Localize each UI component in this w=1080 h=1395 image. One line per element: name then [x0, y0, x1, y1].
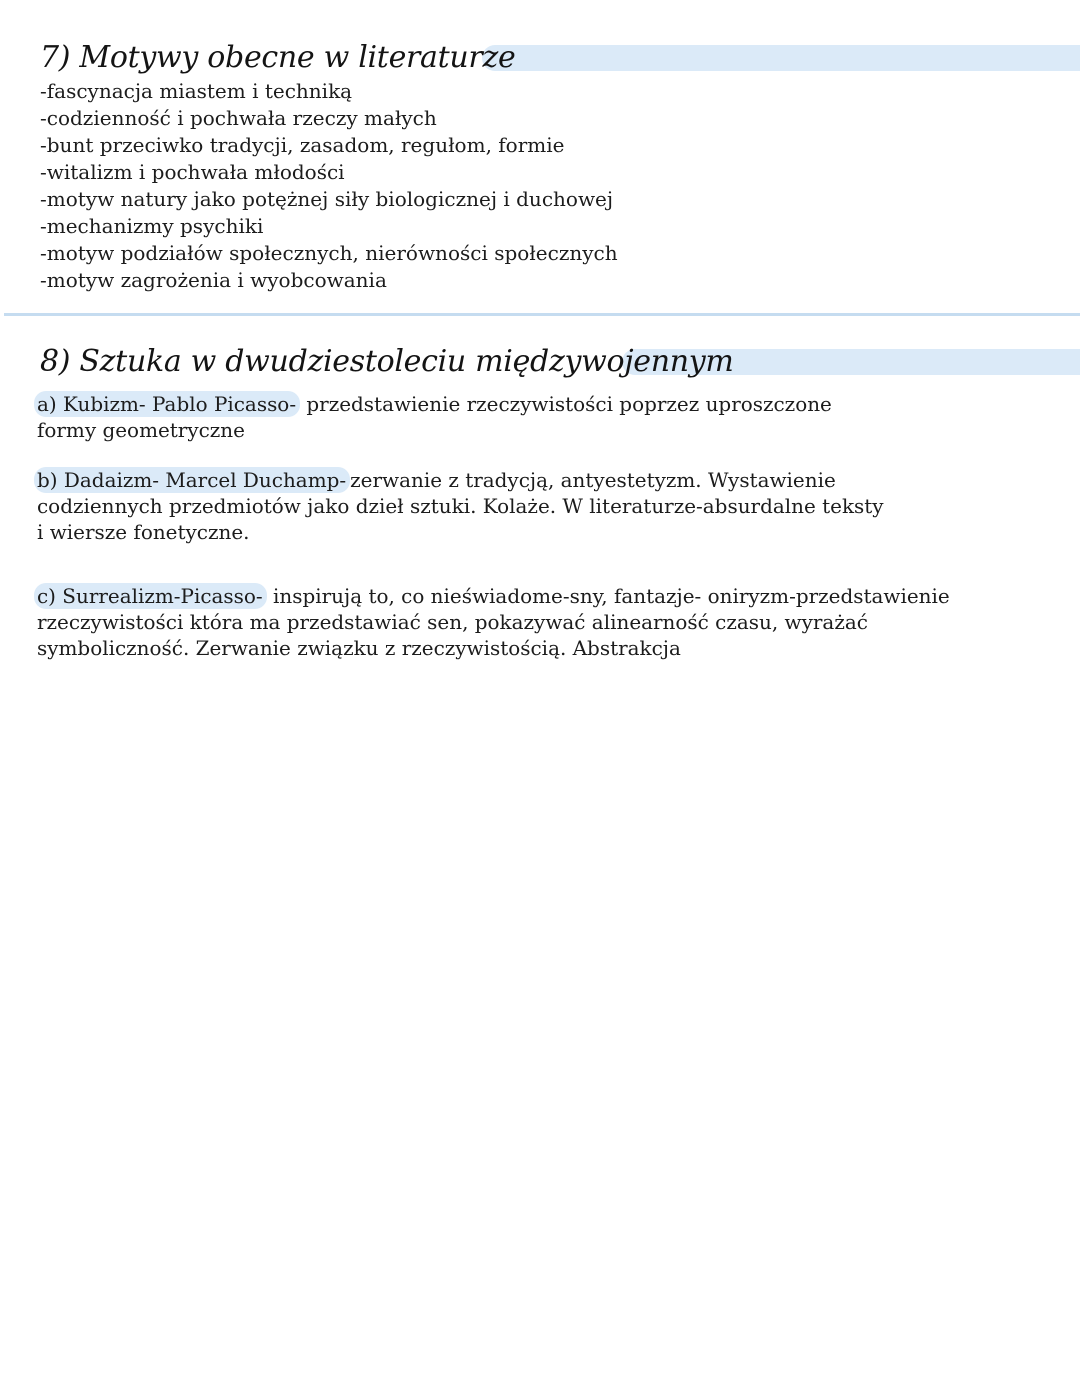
list-item: -fascynacja miastem i techniką: [40, 79, 353, 103]
motifs-list: [40, 78, 618, 294]
entry-line: symboliczność. Zerwanie związku z rzeczywistością. Abstrakcja: [37, 636, 681, 660]
entry-line: [37, 467, 1077, 493]
entry-surrealism: [37, 583, 1077, 661]
entry-line: i wiersze fonetyczne.: [37, 520, 250, 544]
entry-text: zerwanie z tradycją, antyestetyzm. Wystawienie: [350, 468, 836, 492]
list-item: -motyw natury jako potężnej siły biologicznej i duchowej: [40, 187, 614, 211]
list-item: -codzienność i pochwała rzeczy małych: [40, 106, 437, 130]
section-7-heading: 7) Motywy obecne w literaturze: [40, 40, 516, 75]
heading-highlight-bar: [482, 45, 1080, 71]
entry-line: [37, 391, 1077, 417]
term-highlight: a) Kubizm- Pablo Picasso-: [34, 391, 300, 417]
list-item: -motyw podziałów społecznych, nierówności społecznych: [40, 241, 618, 265]
list-item: -motyw zagrożenia i wyobcowania: [40, 268, 387, 292]
entry-line: formy geometryczne: [37, 418, 245, 442]
entry-line: codziennych przedmiotów jako dzieł sztuki. Kolaże. W literaturze-absurdalne teksty: [37, 494, 884, 518]
entry-text: inspirują to, co nieświadome-sny, fantazje- oniryzm-przedstawienie: [266, 584, 950, 608]
entry-line: rzeczywistości która ma przedstawiać sen, pokazywać alinearność czasu, wyrażać: [37, 610, 868, 634]
term-highlight: c) Surrealizm-Picasso-: [34, 583, 267, 609]
section-7-heading-row: [0, 38, 1080, 78]
list-item: -witalizm i pochwała młodości: [40, 160, 345, 184]
entry-dadaism: [37, 467, 1077, 545]
section-divider: [4, 313, 1080, 316]
section-8-heading: 8) Sztuka w dwudziestoleciu międzywojennym: [40, 344, 734, 379]
entry-cubism: [37, 391, 1077, 443]
entry-line: [37, 583, 1077, 609]
list-item: -mechanizmy psychiki: [40, 214, 264, 238]
section-8-heading-row: [0, 342, 1080, 382]
term-highlight: b) Dadaizm- Marcel Duchamp-: [34, 467, 350, 493]
list-item: -bunt przeciwko tradycji, zasadom, regułom, formie: [40, 133, 565, 157]
entry-text: przedstawienie rzeczywistości poprzez uproszczone: [300, 392, 832, 416]
